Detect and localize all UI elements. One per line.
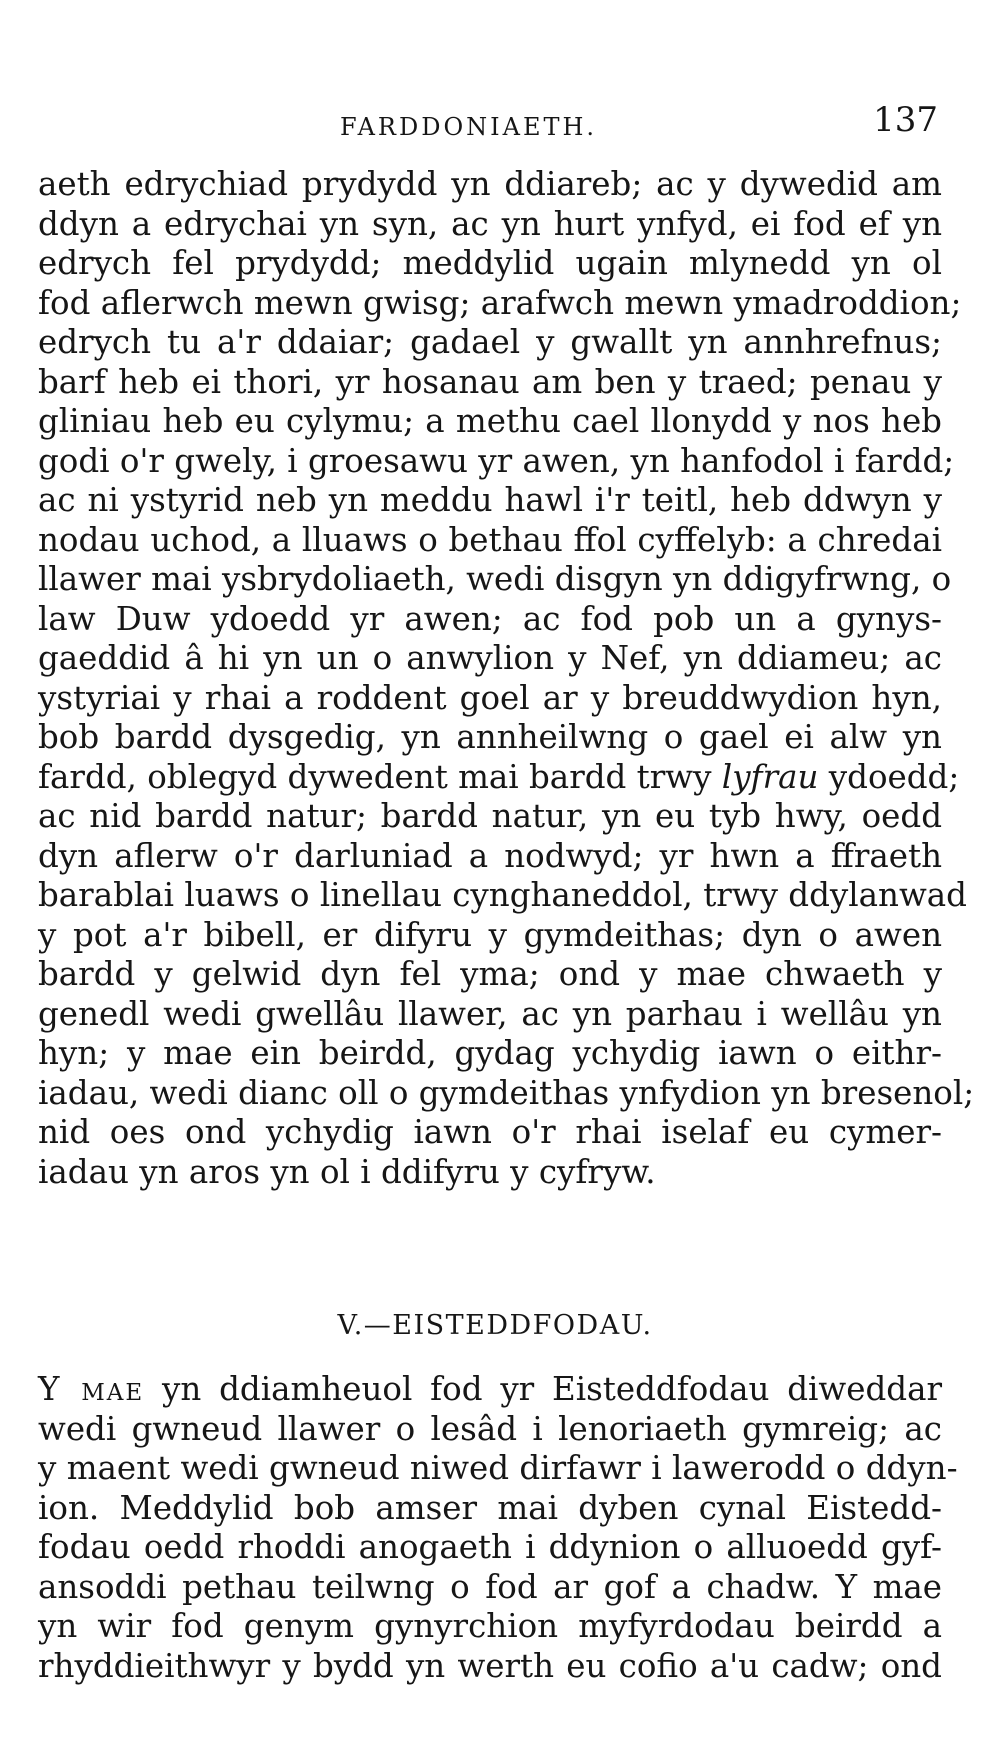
text-line: ddyn a edrychai yn syn, ac yn hurt ynfyd, ei fod ef yn xyxy=(38,204,942,243)
text-line: ansoddi pethau teilwng o fod ar gof a chadw. Y mae xyxy=(38,1567,942,1606)
text-line: edrych fel prydydd; meddylid ugain mlynedd yn ol xyxy=(38,244,942,282)
text-segment: yn ddiamheuol fod yr Eisteddfodau diweddar xyxy=(162,1370,942,1408)
text-line: nodau uchod, a lluaws o bethau ffol cyffelyb: a chredai xyxy=(38,520,942,559)
text-line: yn wir fod genym gynyrchion myfyrdodau beirdd a xyxy=(38,1607,942,1645)
text-line: gliniau heb eu cylymu; a methu cael llonydd y nos heb xyxy=(38,402,942,440)
paragraph-eisteddfodau xyxy=(38,1370,958,1686)
text-line: y pot a'r bibell, er difyru y gymdeithas; dyn o awen xyxy=(38,915,942,954)
text-line: dyn aflerw o'r darluniad a nodwyd; yr hwn a ffraeth xyxy=(38,836,942,875)
text-line: barf heb ei thori, yr hosanau am ben y traed; penau y xyxy=(38,362,942,401)
text-line: bardd y gelwid dyn fel yma; ond y mae chwaeth y xyxy=(38,955,942,993)
text-line: ion. Meddylid bob amser mai dyben cynal Eistedd- xyxy=(38,1488,942,1527)
paragraph-farddoniaeth xyxy=(38,165,975,1192)
text-line: law Duw ydoedd yr awen; ac fod pob un a gynys- xyxy=(38,599,942,638)
text-line: y maent wedi gwneud niwed dirfawr i lawerodd o ddyn- xyxy=(38,1449,958,1487)
running-head: FARDDONIAETH. xyxy=(340,113,598,141)
section-heading: V.—EISTEDDFODAU. xyxy=(337,1310,653,1341)
italic-word: lyfrau xyxy=(721,757,819,796)
text-line: barablai luaws o linellau cynghaneddol, trwy ddylanwad xyxy=(38,876,967,914)
text-line: bob bardd dysgedig, yn annheilwng o gael ei alw yn xyxy=(38,718,942,756)
dropword: Y mae xyxy=(38,1370,145,1408)
text-line: nid oes ond ychydig iawn o'r rhai iselaf eu cymer- xyxy=(38,1113,942,1151)
text-line: hyn; y mae ein beirdd, gydag ychydig iawn o eithr- xyxy=(38,1034,942,1072)
text-line: gaeddid â hi yn un o anwylion y Nef, yn ddiameu; ac xyxy=(38,639,942,677)
text-line: llawer mai ysbrydoliaeth, wedi disgyn yn ddigyfrwng, o xyxy=(38,560,952,598)
text-line: fod aflerwch mewn gwisg; arafwch mewn ymadroddion; xyxy=(38,283,962,322)
text-segment: ydoedd; xyxy=(828,757,960,796)
text-line: godi o'r gwely, i groesawu yr awen, yn hanfodol i fardd; xyxy=(38,441,955,480)
text-line: aeth edrychiad prydydd yn ddiareb; ac y dywedid am xyxy=(38,165,942,203)
text-line: iadau yn aros yn ol i ddifyru y cyfryw. xyxy=(38,1152,656,1191)
text-line: wedi gwneud llawer o lesâd i lenoriaeth gymreig; ac xyxy=(38,1409,942,1448)
text-line: genedl wedi gwellâu llawer, ac yn parhau i wellâu yn xyxy=(38,994,942,1033)
text-segment: fardd, oblegyd dywedent mai bardd trwy xyxy=(38,757,712,796)
text-line: fodau oedd rhoddi anogaeth i ddynion o alluoedd gyf- xyxy=(38,1528,942,1566)
text-line: ystyriai y rhai a roddent goel ar y breuddwydion hyn, xyxy=(38,678,942,717)
text-line: iadau, wedi dianc oll o gymdeithas ynfydion yn bresenol; xyxy=(38,1073,975,1112)
text-line: ac nid bardd natur; bardd natur, yn eu tyb hwy, oedd xyxy=(38,797,942,835)
text-line: rhyddieithwyr y bydd yn werth eu cofio a'u cadw; ond xyxy=(38,1646,942,1685)
page-number: 137 xyxy=(873,100,938,140)
text-line: ac ni ystyrid neb yn meddu hawl i'r teitl, heb ddwyn y xyxy=(38,481,942,519)
text-line: edrych tu a'r ddaiar; gadael y gwallt yn annhrefnus; xyxy=(38,323,942,361)
text-line-with-italic xyxy=(38,757,960,798)
text-line-first xyxy=(38,1370,942,1410)
